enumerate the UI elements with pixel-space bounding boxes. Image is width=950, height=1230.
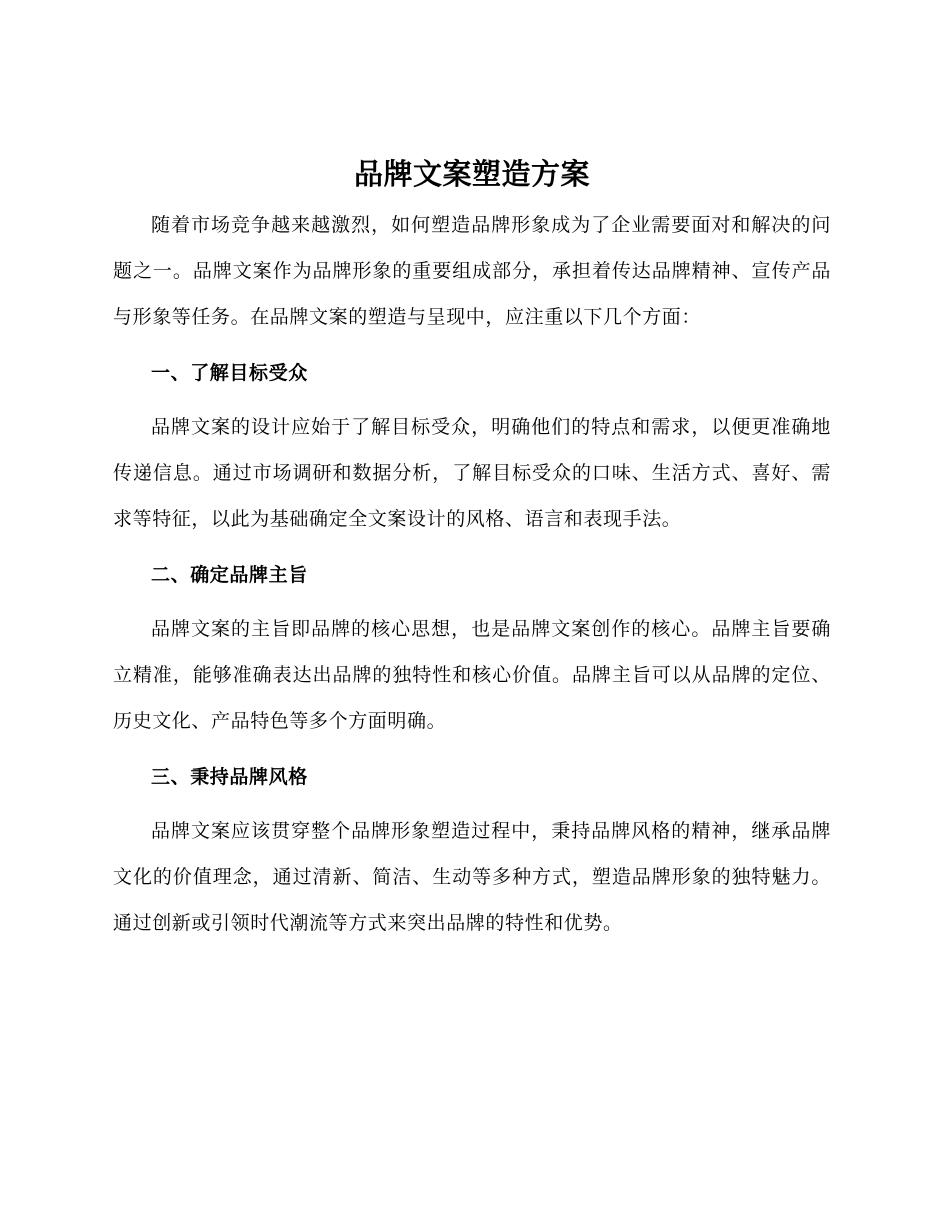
section-body-style: 品牌文案应该贯穿整个品牌形象塑造过程中，秉持品牌风格的精神，继承品牌文化的价值理念，通过清新、简洁、生动等多种方式，塑造品牌形象的独特魅力。通过创新或引领时代潮流等方式来突出品牌的特性和优势。 [113,820,831,934]
section-heading-style: 三、秉持品牌风格 [151,766,308,788]
section-heading-audience: 一、了解目标受众 [151,362,308,384]
document-content [113,150,831,946]
document-title: 品牌文案塑造方案 [353,157,590,191]
section-heading-theme: 二、确定品牌主旨 [151,564,308,586]
section-body-audience: 品牌文案的设计应始于了解目标受众，明确他们的特点和需求，以便更准确地传递信息。通过市场调研和数据分析，了解目标受众的口味、生活方式、喜好、需求等特征，以此为基础确定全文案设计的风格、语言和表现手法。 [113,416,831,530]
intro-paragraph: 随着市场竞争越来越激烈，如何塑造品牌形象成为了企业需要面对和解决的问题之一。品牌文案作为品牌形象的重要组成部分，承担着传达品牌精神、宣传产品与形象等任务。在品牌文案的塑造与呈现中，应注重以下几个方面： [113,214,831,328]
section-body-theme: 品牌文案的主旨即品牌的核心思想，也是品牌文案创作的核心。品牌主旨要确立精准，能够准确表达出品牌的独特性和核心价值。品牌主旨可以从品牌的定位、历史文化、产品特色等多个方面明确。 [113,618,831,732]
